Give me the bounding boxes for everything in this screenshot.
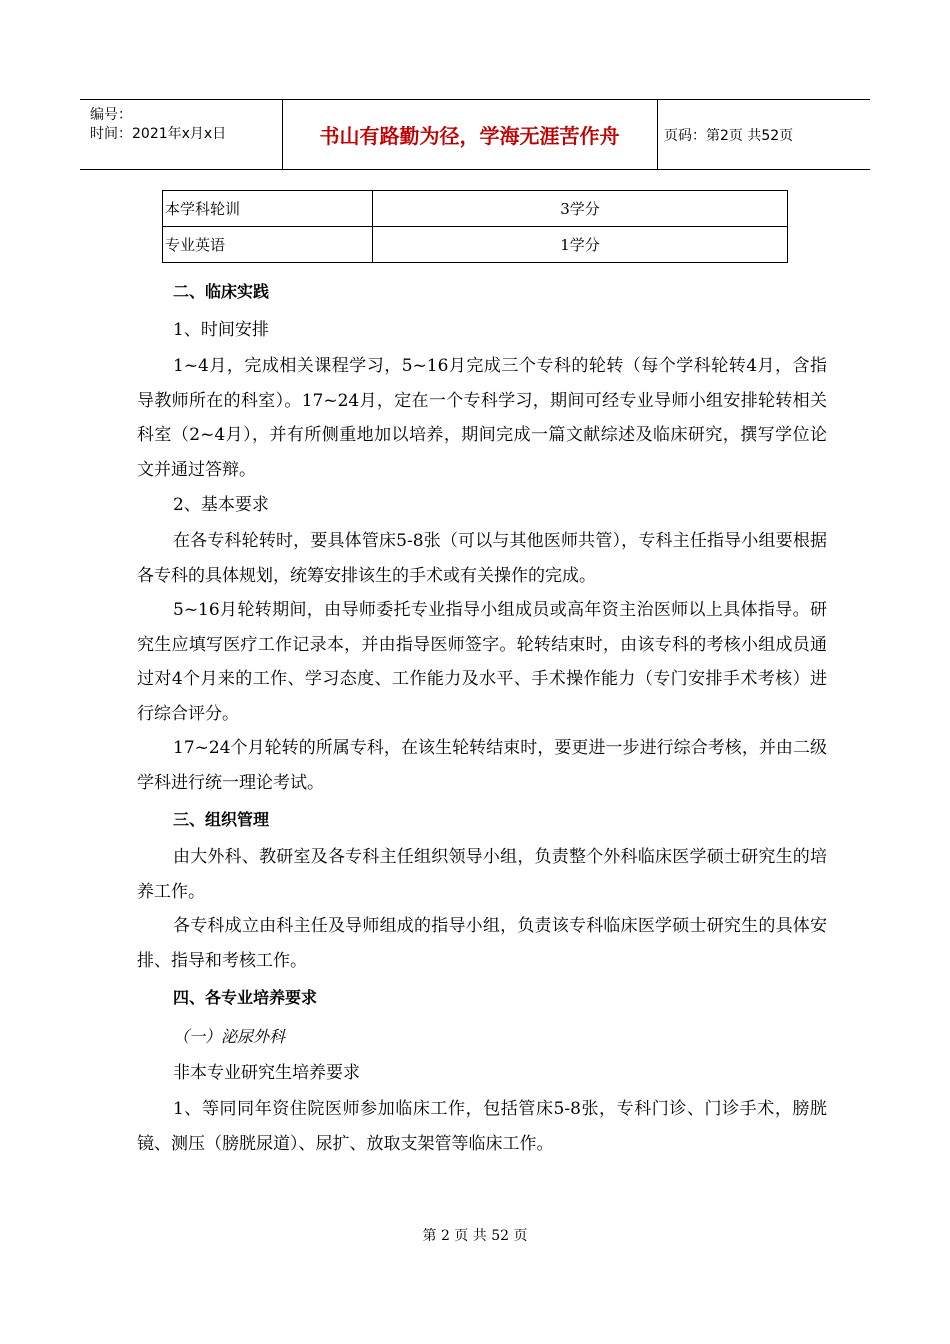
paragraph: 各专科成立由科主任及导师组成的指导小组，负责该专科临床医学硕士研究生的具体安排、指导和考核工作。	[137, 916, 827, 971]
paragraph: 17~24个月轮转的所属专科，在该生轮转结束时，要更进一步进行综合考核，并由二级学科进行统一理论考试。	[137, 738, 827, 793]
header-page-info: 页码：第2页 共52页	[664, 128, 794, 144]
paragraph: 1~4月，完成相关课程学习，5~16月完成三个专科的轮转（每个学科轮转4月，含指导教师所在的科室）。17~24月，定在一个专科学习，期间可经专业导师小组安排轮转相关科室（2~4月），并有所侧重地加以培养，期间完成一篇文献综述及临床研究，撰写学位论文并通过答辩。	[137, 356, 827, 480]
credits-table	[162, 190, 788, 263]
subsection-title: 2、基本要求	[173, 495, 269, 515]
document-body	[137, 272, 827, 1161]
header-meta	[90, 106, 226, 144]
section-heading: 四、各专业培养要求	[173, 988, 318, 1007]
table-row	[163, 227, 788, 263]
header-motto: 书山有路勤为径，学海无涯苦作舟	[319, 124, 620, 148]
table-row	[163, 191, 788, 227]
section-heading: 二、临床实践	[173, 282, 270, 301]
header-divider	[657, 100, 658, 169]
subsection-title: （一）泌尿外科	[173, 1027, 286, 1046]
paragraph: 5~16月轮转期间，由导师委托专业指导小组成员或高年资主治医师以上具体指导。研究生应填写医疗工作记录本，并由指导医师签字。轮转结束时，由该专科的考核小组成员通过对4个月来的工作、学习态度、工作能力及水平、手术操作能力（专门安排手术考核）进行综合评分。	[137, 600, 827, 724]
table-cell-item: 本学科轮训	[163, 191, 373, 227]
table-cell-credit: 1学分	[373, 227, 788, 263]
table-cell-item: 专业英语	[163, 227, 373, 263]
document-header	[80, 99, 870, 170]
number-label: 编号：	[90, 107, 132, 123]
paragraph: 由大外科、教研室及各专科主任组织领导小组，负责整个外科临床医学硕士研究生的培养工作。	[137, 847, 827, 902]
page-footer: 第 2 页 共 52 页	[422, 1228, 528, 1244]
paragraph: 在各专科轮转时，要具体管床5-8张（可以与其他医师共管），专科主任指导小组要根据各专科的具体规划，统筹安排该生的手术或有关操作的完成。	[137, 531, 827, 586]
time-label: 时间：2021年x月x日	[90, 126, 227, 142]
subsection-title: 非本专业研究生培养要求	[173, 1063, 360, 1083]
paragraph: 1、等同同年资住院医师参加临床工作，包括管床5-8张，专科门诊、门诊手术，膀胱镜、测压（膀胱尿道）、尿扩、放取支架管等临床工作。	[137, 1099, 827, 1154]
subsection-title: 1、时间安排	[173, 320, 269, 340]
section-heading: 三、组织管理	[173, 810, 270, 829]
table-cell-credit: 3学分	[373, 191, 788, 227]
